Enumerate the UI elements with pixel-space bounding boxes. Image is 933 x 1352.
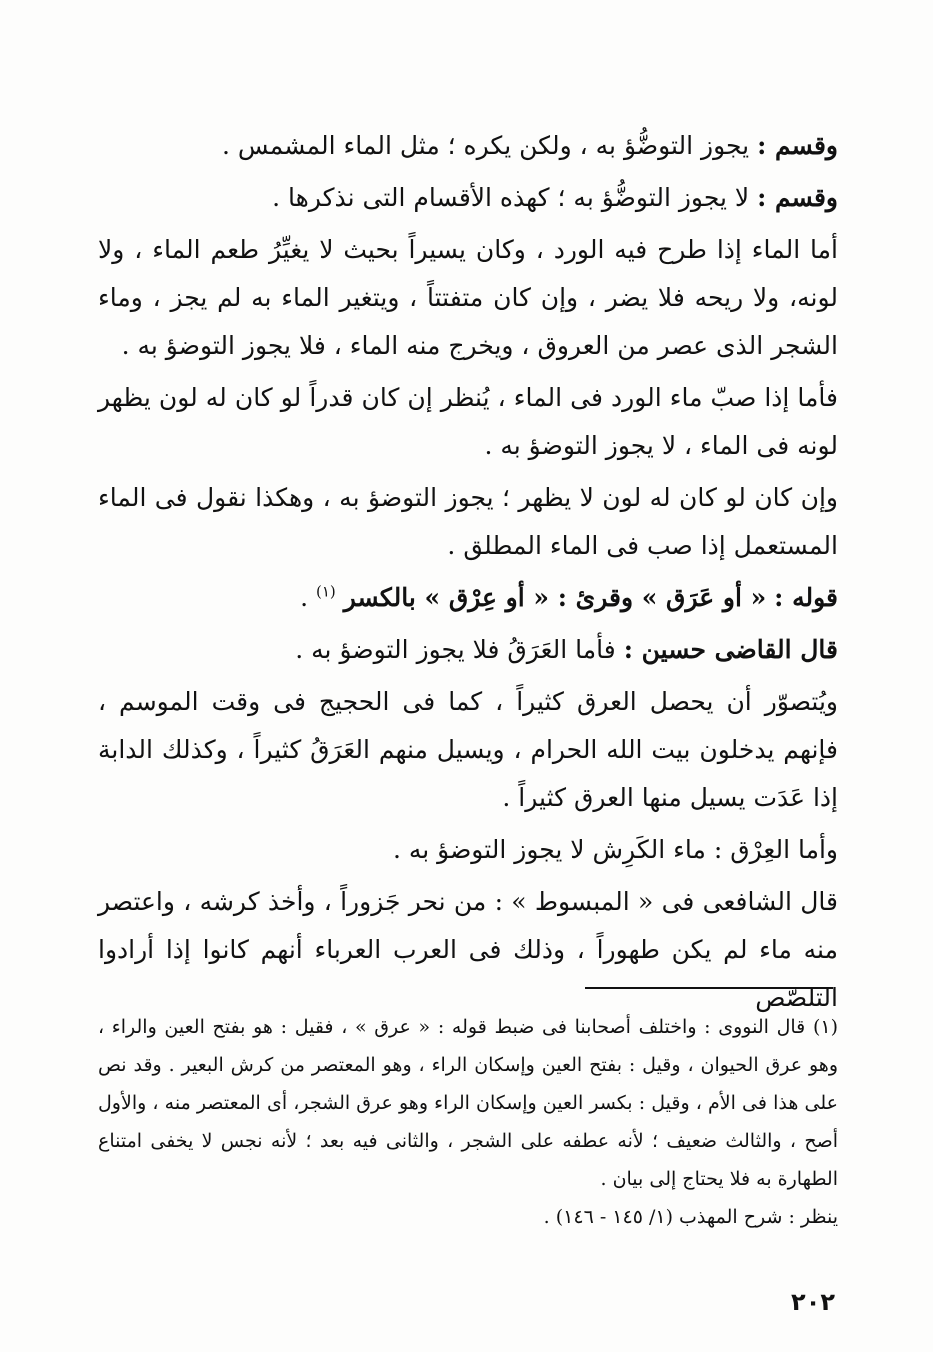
paragraph-6-text: « أو عَرَق » وقرئ : « أو عِرْق » بالكسر (343, 583, 767, 612)
paragraph-7-text: فأما العَرَقُ فلا يجوز التوضؤ به . (295, 635, 616, 664)
main-text-body (98, 122, 838, 1026)
paragraph-10: قال الشافعى فى « المبسوط » : من نحر جَزوراً ، وأخذ كرشه ، واعتصر منه ماء لم يكن طهوراً ، وذلك فى العرب العرباء أنهم كانوا إذا أرادوا التلصّص (98, 887, 838, 1012)
paragraph-9: وأما العِرْق : ماء الكَرِش لا يجوز التوضؤ به . (392, 835, 838, 864)
footnote-divider (585, 987, 833, 989)
page-number: ٢٠٢ (791, 1288, 835, 1316)
paragraph-6-lead: قوله : (774, 583, 838, 612)
paragraph-2-lead: وقسم : (757, 183, 838, 212)
paragraph-1 (98, 122, 838, 170)
paragraph-7 (98, 626, 838, 674)
paragraph-2 (98, 174, 838, 222)
paragraph-1-text: يجوز التوضُّؤ به ، ولكن يكره ؛ مثل الماء المشمس . (222, 131, 750, 160)
paragraph-2-text: لا يجوز التوضُّؤ به ؛ كهذه الأقسام التى نذكرها . (272, 183, 750, 212)
footnote-1-source: ينظر : شرح المهذب (١/ ١٤٥ - ١٤٦) . (543, 1206, 838, 1228)
paragraph-3: أما الماء إذا طرح فيه الورد ، وكان يسيراً بحيث لا يغيِّرُ طعم الماء ، ولا لونه، ولا ريحه فلا يضر ، وإن كان متفتتاً ، ويتغير الماء به لم يجز ، وماء الشجر الذى عصر من العروق ، ويخرج منه الماء ، فلا يجوز التوضؤ به . (98, 235, 838, 360)
footnotes-section (98, 1008, 838, 1236)
footnote-reference: (١) (315, 582, 336, 601)
paragraph-6-end: . (300, 583, 316, 612)
paragraph-6 (98, 574, 838, 622)
paragraph-7-lead: قال القاضى حسين : (623, 635, 838, 664)
paragraph-4: فأما إذا صبّ ماء الورد فى الماء ، يُنظر إن كان قدراً لو كان له لون يظهر لونه فى الماء ، لا يجوز التوضؤ به . (98, 383, 838, 460)
footnote-1: (١) قال النووى : واختلف أصحابنا فى ضبط قوله : « عرق » ، فقيل : هو بفتح العين والراء ، وهو عرق الحيوان ، وقيل : بفتح العين وإسكان الراء ، وهو المعتصر من كرش البعير . وقد نص على هذا فى الأم ، وقيل : بكسر العين وإسكان الراء وهو عرق الشجر، أى المعتصر منه ، والأول أصح ، والثالث ضعيف ؛ لأنه عطفه على الشجر ، والثانى فيه بعد ؛ لأنه نجس لا يخفى امتناع الطهارة به فلا يحتاج إلى بيان . (98, 1016, 838, 1190)
paragraph-1-lead: وقسم : (757, 131, 838, 160)
paragraph-8: ويُتصوّر أن يحصل العرق كثيراً ، كما فى الحجيج فى وقت الموسم ، فإنهم يدخلون بيت الله الحرام ، ويسيل منهم العَرَقُ كثيراً ، وكذلك الدابة إذا عَدَت يسيل منها العرق كثيراً . (98, 687, 838, 812)
paragraph-5: وإن كان لو كان له لون لا يظهر ؛ يجوز التوضؤ به ، وهكذا نقول فى الماء المستعمل إذا صب فى الماء المطلق . (98, 483, 838, 560)
